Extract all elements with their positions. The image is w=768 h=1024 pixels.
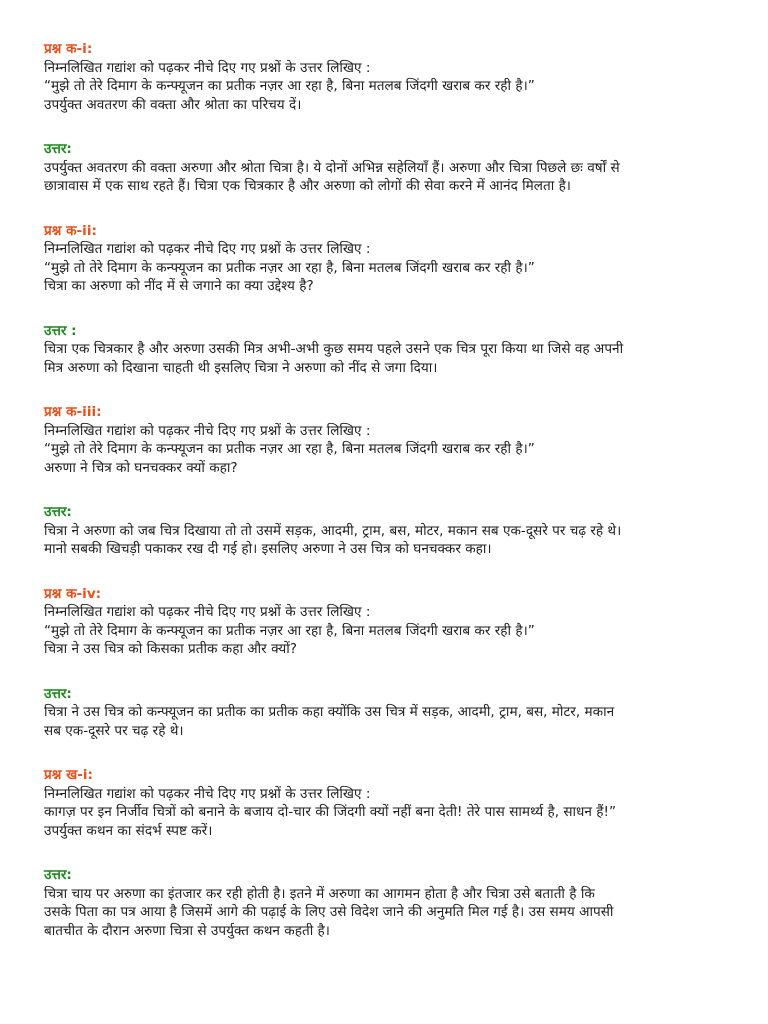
answer-line: उसके पिता का पत्र आया है जिसमें आगे की पढ़ाई के लिए उसे विदेश जाने की अनुमति मिल गई है। उस समय आपसी [44, 904, 614, 920]
question-line: चित्रा का अरुणा को नींद में से जगाने का क्या उद्देश्य है? [44, 278, 314, 294]
question-label: प्रश्न क-iv: [44, 585, 102, 602]
question-line: उपर्युक्त अवतरण की वक्ता और श्रोता का परिचय दें। [44, 96, 302, 113]
answer-line: सब एक-दूसरे पर चढ़ रहे थे। [44, 722, 184, 739]
question-block [44, 766, 724, 840]
answer-label: उत्तर: [44, 141, 72, 157]
question-line: “मुझे तो तेरे दिमाग के कन्फ्यूजन का प्रतीक नज़र आ रहा है, बिना मतलब जिंदगी खराब कर रही है।” [44, 259, 535, 276]
answer-block [44, 503, 724, 559]
question-label: प्रश्न क-ii: [44, 222, 97, 239]
answer-line: बातचीत के दौरान अरुणा चित्रा से उपर्युक्त कथन कहती है। [44, 922, 330, 939]
question-line: निम्नलिखित गद्यांश को पढ़कर नीचे दिए गए प्रश्नों के उत्तर लिखिए : [44, 604, 371, 620]
answer-label: उत्तर : [44, 322, 77, 339]
answer-block [44, 866, 724, 940]
question-block [44, 222, 724, 296]
answer-block [44, 685, 724, 741]
answer-line: मानो सबकी खिचड़ी पकाकर रख दी गई हो। इसलिए अरुणा ने उस चित्र को घनचक्कर कहा। [44, 541, 492, 557]
question-block [44, 403, 724, 477]
question-line: निम्नलिखित गद्यांश को पढ़कर नीचे दिए गए प्रश्नों के उत्तर लिखिए : [44, 785, 371, 802]
answer-line: चित्रा चाय पर अरुणा का इंतजार कर रही होती है। इतने में अरुणा का आगमन होता है और चित्रा उसे बताती है कि [44, 885, 595, 902]
answer-line: मित्र अरुणा को दिखाना चाहती थी इसलिए चित्रा ने अरुणा को नींद से जगा दिया। [44, 359, 438, 376]
answer-label: उत्तर: [44, 504, 72, 520]
answer-line: उपर्युक्त अवतरण की वक्ता अरुणा और श्रोता चित्रा है। ये दोनों अभिन्न सहेलियाँ हैं। अरुणा और चित्रा पिछले छः वर्षों से [44, 159, 620, 176]
answer-line: चित्रा ने उस चित्र को कन्फ्यूजन का प्रतीक का प्रतीक कहा क्योंकि उस चित्र में सड़क, आदमी, ट्राम, बस, मोटर, मकान [44, 704, 615, 720]
question-line: निम्नलिखित गद्यांश को पढ़कर नीचे दिए गए प्रश्नों के उत्तर लिखिए : [44, 241, 371, 257]
question-label: प्रश्न ख-i: [44, 767, 93, 783]
question-line: “मुझे तो तेरे दिमाग के कन्फ्यूजन का प्रतीक नज़र आ रहा है, बिना मतलब जिंदगी खराब कर रही है।” [44, 78, 535, 94]
question-line: उपर्युक्त कथन का संदर्भ स्पष्ट करें। [44, 822, 213, 839]
answer-label: उत्तर: [44, 685, 72, 702]
answer-line: चित्रा ने अरुणा को जब चित्र दिखाया तो तो उसमें सड़क, आदमी, ट्राम, बस, मोटर, मकान सब एक-दूसरे पर चढ़ रहे थे। [44, 522, 622, 539]
question-line: अरुणा ने चित्र को घनचक्कर क्यों कहा? [44, 459, 238, 476]
answer-line: छात्रावास में एक साथ रहते हैं। चित्रा एक चित्रकार है और अरुणा को लोगों की सेवा करने में आनंद मिलता है। [44, 178, 571, 194]
answer-label: उत्तर: [44, 867, 72, 883]
question-line: “मुझे तो तेरे दिमाग के कन्फ्यूजन का प्रतीक नज़र आ रहा है, बिना मतलब जिंदगी खराब कर रही है।” [44, 622, 535, 639]
question-line: कागज़ पर इन निर्जीव चित्रों को बनाने के बजाय दो-चार की जिंदगी क्यों नहीं बना देती! तेरे पास सामर्थ्य है, साधन हैं!” [44, 804, 616, 820]
question-block [44, 585, 724, 659]
question-block [44, 40, 724, 114]
question-label: प्रश्न क-i: [44, 41, 93, 57]
question-line: “मुझे तो तेरे दिमाग के कन्फ्यूजन का प्रतीक नज़र आ रहा है, बिना मतलब जिंदगी खराब कर रही है।” [44, 441, 535, 457]
answer-block [44, 322, 724, 378]
answer-line: चित्रा एक चित्रकार है और अरुणा उसकी मित्र अभी-अभी कुछ समय पहले उसने एक चित्र पूरा किया था जिसे वह अपनी [44, 341, 624, 357]
question-line: चित्रा ने उस चित्र को किसका प्रतीक कहा और क्यों? [44, 641, 297, 657]
question-line: निम्नलिखित गद्यांश को पढ़कर नीचे दिए गए प्रश्नों के उत्तर लिखिए : [44, 59, 371, 76]
answer-block [44, 140, 724, 196]
question-line: निम्नलिखित गद्यांश को पढ़कर नीचे दिए गए प्रश्नों के उत्तर लिखिए : [44, 422, 371, 439]
question-label: प्रश्न क-iii: [44, 404, 102, 420]
